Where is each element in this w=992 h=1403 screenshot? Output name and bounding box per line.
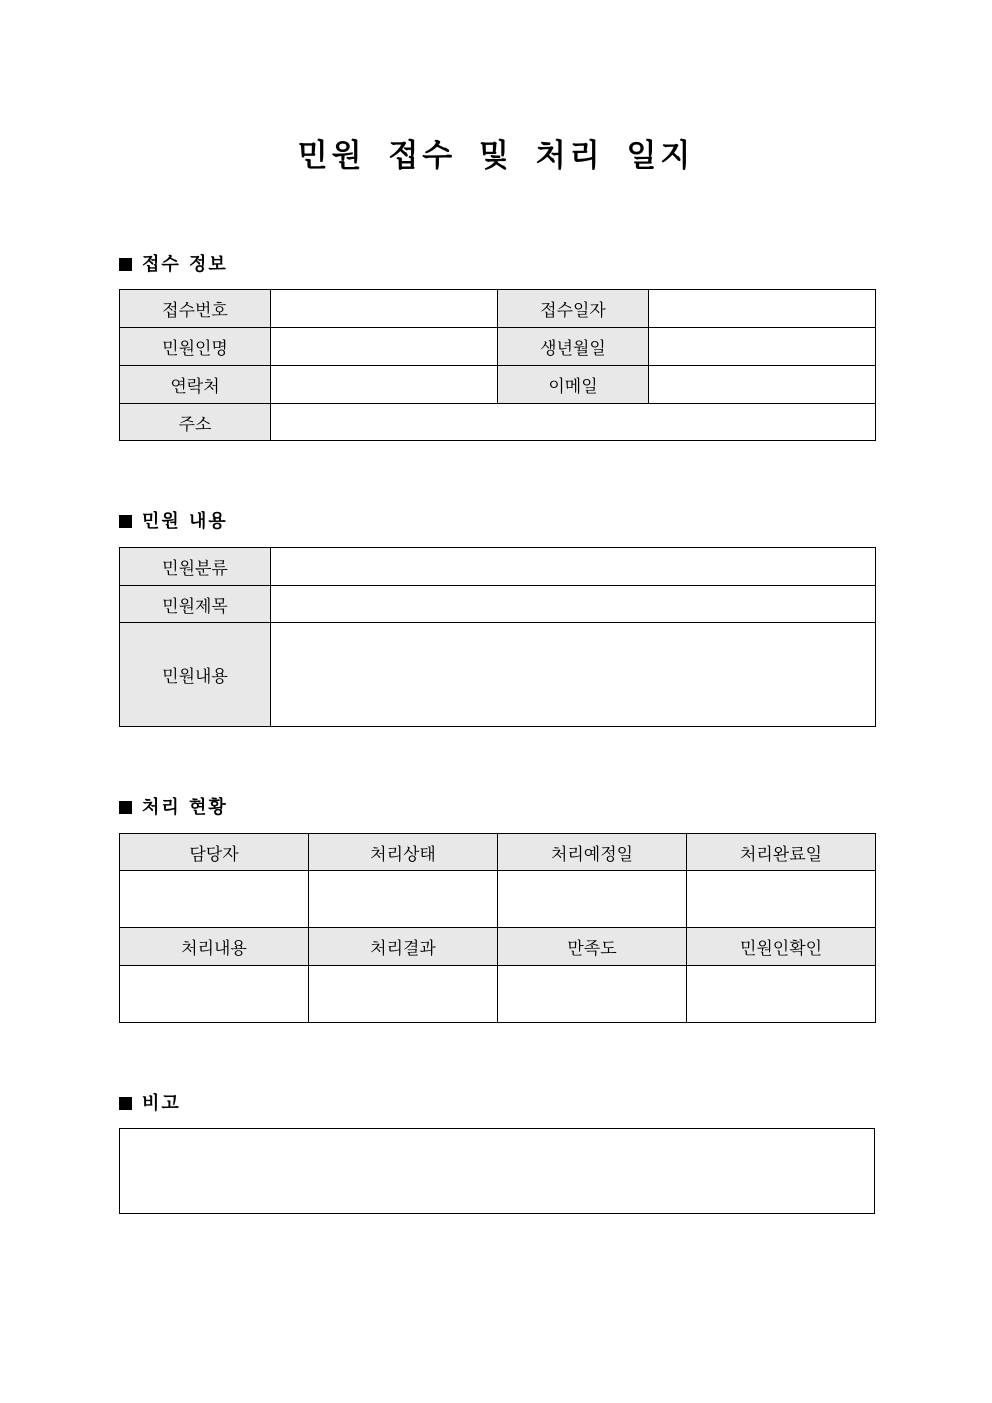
content-section-title: 민원 내용 <box>142 511 228 532</box>
birth-date-label: 생년월일 <box>498 328 649 366</box>
table-row <box>120 366 876 404</box>
contact-label: 연락처 <box>120 366 271 404</box>
remarks-table <box>119 1128 875 1214</box>
body-field[interactable] <box>271 623 876 727</box>
manager-field[interactable] <box>120 871 309 928</box>
table-row <box>120 834 876 871</box>
status-label: 처리상태 <box>309 834 498 871</box>
remarks-section-heading <box>119 1092 181 1116</box>
address-label: 주소 <box>120 404 271 441</box>
reception-section-heading <box>119 253 228 277</box>
satisfaction-field[interactable] <box>498 966 687 1023</box>
scheduled-date-field[interactable] <box>498 871 687 928</box>
remarks-field[interactable] <box>120 1129 875 1214</box>
table-row <box>120 966 876 1023</box>
applicant-name-label: 민원인명 <box>120 328 271 366</box>
receipt-date-label: 접수일자 <box>498 290 649 328</box>
receipt-number-field[interactable] <box>271 290 498 328</box>
complaint-content-table <box>119 547 876 727</box>
table-row <box>120 623 876 727</box>
table-row <box>120 928 876 966</box>
subject-field[interactable] <box>271 586 876 623</box>
contact-field[interactable] <box>271 366 498 404</box>
applicant-confirm-field[interactable] <box>687 966 876 1023</box>
table-row <box>120 328 876 366</box>
table-row <box>120 548 876 586</box>
birth-date-field[interactable] <box>649 328 876 366</box>
applicant-name-field[interactable] <box>271 328 498 366</box>
processing-status-table <box>119 833 876 1023</box>
satisfaction-label: 만족도 <box>498 928 687 966</box>
processing-section-heading <box>119 796 228 820</box>
processing-section-title: 처리 현황 <box>142 797 228 818</box>
manager-label: 담당자 <box>120 834 309 871</box>
details-label: 처리내용 <box>120 928 309 966</box>
receipt-date-field[interactable] <box>649 290 876 328</box>
completion-date-field[interactable] <box>687 871 876 928</box>
remarks-section-title: 비고 <box>142 1093 181 1114</box>
subject-label: 민원제목 <box>120 586 271 623</box>
reception-section-title: 접수 정보 <box>142 254 228 275</box>
receipt-number-label: 접수번호 <box>120 290 271 328</box>
table-row <box>120 1129 875 1214</box>
category-field[interactable] <box>271 548 876 586</box>
email-field[interactable] <box>649 366 876 404</box>
category-label: 민원분류 <box>120 548 271 586</box>
table-row <box>120 586 876 623</box>
details-field[interactable] <box>120 966 309 1023</box>
status-field[interactable] <box>309 871 498 928</box>
scheduled-date-label: 처리예정일 <box>498 834 687 871</box>
square-bullet-icon <box>119 1097 132 1110</box>
result-label: 처리결과 <box>309 928 498 966</box>
table-row <box>120 290 876 328</box>
page-title: 민원 접수 및 처리 일지 <box>297 138 695 174</box>
content-section-heading <box>119 510 228 534</box>
email-label: 이메일 <box>498 366 649 404</box>
square-bullet-icon <box>119 258 132 271</box>
applicant-confirm-label: 민원인확인 <box>687 928 876 966</box>
square-bullet-icon <box>119 801 132 814</box>
completion-date-label: 처리완료일 <box>687 834 876 871</box>
body-label: 민원내용 <box>120 623 271 727</box>
table-row <box>120 404 876 441</box>
reception-info-table <box>119 289 876 441</box>
address-field[interactable] <box>271 404 876 441</box>
square-bullet-icon <box>119 515 132 528</box>
result-field[interactable] <box>309 966 498 1023</box>
table-row <box>120 871 876 928</box>
